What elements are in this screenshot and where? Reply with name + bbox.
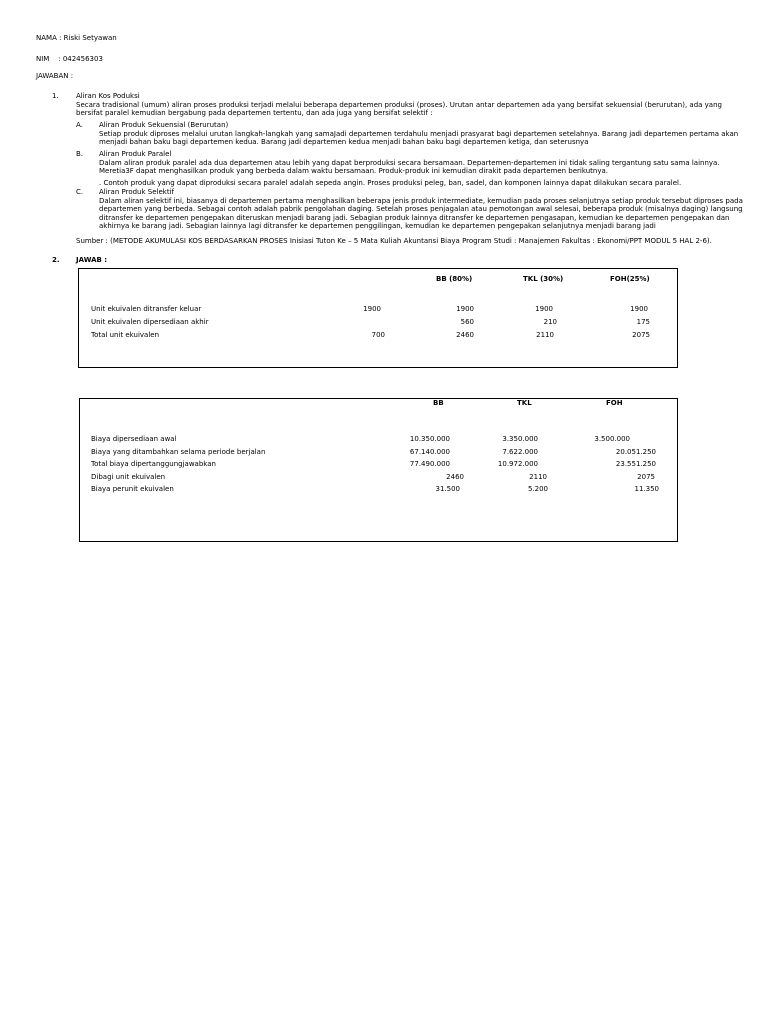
table-cell: 1900 <box>456 305 474 313</box>
table-cell: 2075 <box>637 473 655 481</box>
table-cell: 3.500.000 <box>594 435 630 443</box>
q1-item-c-letter: C. <box>76 188 84 196</box>
table-cell: 2110 <box>529 473 547 481</box>
table-cell: 1900 <box>535 305 553 313</box>
table-cell: 2110 <box>536 331 554 339</box>
table-cell: 31.500 <box>435 485 460 493</box>
table-cell: 560 <box>460 318 474 326</box>
table-cell: 175 <box>636 318 650 326</box>
q2-title: JAWAB : <box>76 256 108 264</box>
table1-header-foh: FOH(25%) <box>610 275 650 283</box>
table-cell: 2075 <box>632 331 650 339</box>
q1-item-b-text2: . Contoh produk yang dapat diproduksi secara paralel adalah sepeda angin. Proses produksi peleg, ban, sadel, dan komponen lainnya dapat dilakukan secara paralel. <box>99 179 682 187</box>
q1-item-b-letter: B. <box>76 150 84 158</box>
table-cell: 5.200 <box>527 485 548 493</box>
table-row-label: Total unit ekuivalen <box>91 331 160 339</box>
table1-header-bb: BB (80%) <box>436 275 473 283</box>
table2-header-bb: BB <box>433 399 444 407</box>
table-cell: 67.140.000 <box>409 448 450 456</box>
q1-item-a-title: Aliran Produk Sekuensial (Berurutan) <box>99 121 229 129</box>
q1-source: Sumber : (METODE AKUMULASI KOS BERDASARKAN PROSES Inisiasi Tuton Ke – 5 Mata Kuliah Akuntansi Biaya Program Studi : Manajemen Fakultas : Ekonomi/PPT MODUL 5 HAL 2-6). <box>76 237 712 245</box>
table-row-label: Unit ekuivalen dipersediaan akhir <box>91 318 209 326</box>
q1-item-c-text: Dalam aliran selektif ini, biasanya di departemen pertama menghasilkan beberapa jenis produk intermediate, kemudian pada proses selanjutnya setiap produk tersebut diproses pada departemen yang berbeda. Sebagai contoh adalah pabrik pengolahan daging. Setelah proses penjagalan atau pemotongan awal selesai, beberapa produk (misalnya daging) langsung ditransfer ke departemen pengepakan diteruskan menjadi barang jadi. Sebagian produk lainnya ditransfer ke departemen pengasapan, kemudian ke departemen pengepakan dan akhirnya ke barang jadi. Sebagian lainnya lagi ditransfer ke departemen penggilingan, kemudian ke departemen pengepakan selanjutnya menjadi barang jadi <box>99 197 743 231</box>
q1-item-b-text: Dalam aliran produk paralel ada dua departemen atau lebih yang dapat berproduksi secara bersamaan. Departemen-departemen ini tidak saling tergantung satu sama lainnya. Meretia3F dapat menghasilkan produk yang berbeda dalam waktu bersamaan. Produk-produk ini kemudian dirakit pada departemen berikutnya. <box>99 159 720 176</box>
table-cell: 11.350 <box>634 485 659 493</box>
table-row-label: Total biaya dipertanggungjawabkan <box>91 460 216 468</box>
q1-item-b-title: Aliran Produk Paralel <box>99 150 172 158</box>
table-row-label: Unit ekuivalen ditransfer keluar <box>91 305 202 313</box>
table-cell: 3.350.000 <box>502 435 538 443</box>
table-cell: 10.972.000 <box>497 460 538 468</box>
table-cell: 10.350.000 <box>409 435 450 443</box>
student-name: NAMA : Riski Setyawan <box>36 34 117 42</box>
table2-header-tkl: TKL <box>517 399 532 407</box>
student-nim: NIM : 042456303 <box>36 55 103 63</box>
table-cell: 23.551.250 <box>615 460 656 468</box>
q1-item-a-text: Setiap produk diproses melalui urutan langkah-langkah yang samaJadi departemen terdahulu menjadi prasyarat bagi departemen setelahnya. Barang jadi departemen pertama akan menjadi bahan baku bagi departemen kedua. Barang jadi departemen kedua menjadi bahan baku bagi departemen ketiga, dan seterusnya <box>99 130 739 147</box>
table-row-label: Biaya yang ditambahkan selama periode berjalan <box>91 448 266 456</box>
table-cell: 2460 <box>446 473 464 481</box>
q2-number: 2. <box>52 256 60 264</box>
table-row-label: Dibagi unit ekuivalen <box>91 473 166 481</box>
table-row-label: Biaya perunit ekuivalen <box>91 485 174 493</box>
table-cell: 700 <box>371 331 385 339</box>
q1-title: Aliran Kos Poduksi <box>76 92 140 100</box>
table-cell: 1900 <box>630 305 648 313</box>
table-cell: 210 <box>543 318 557 326</box>
table-row-label: Biaya dipersediaan awal <box>91 435 177 443</box>
table1-header-tkl: TKL (30%) <box>523 275 564 283</box>
table-cell: 1900 <box>363 305 381 313</box>
q1-item-c-title: Aliran Produk Selektif <box>99 188 174 196</box>
answer-heading: JAWABAN : <box>36 72 74 80</box>
cost-table <box>79 398 678 542</box>
table2-header-foh: FOH <box>606 399 623 407</box>
table-cell: 20.051.250 <box>615 448 656 456</box>
q1-item-a-letter: A. <box>76 121 83 129</box>
table-cell: 77.490.000 <box>409 460 450 468</box>
table-cell: 2460 <box>456 331 474 339</box>
q1-number: 1. <box>52 92 59 100</box>
table-cell: 7.622.000 <box>502 448 538 456</box>
q1-intro: Secara tradisional (umum) aliran proses produksi terjadi melalui beberapa departemen produksi (proses). Urutan antar departemen ada yang bersifat sekuensial (berurutan), ada yang bersifat paralel kemudian bergabung pada departemen tertentu, dan ada juga yang bersifat selektif : <box>76 101 722 118</box>
